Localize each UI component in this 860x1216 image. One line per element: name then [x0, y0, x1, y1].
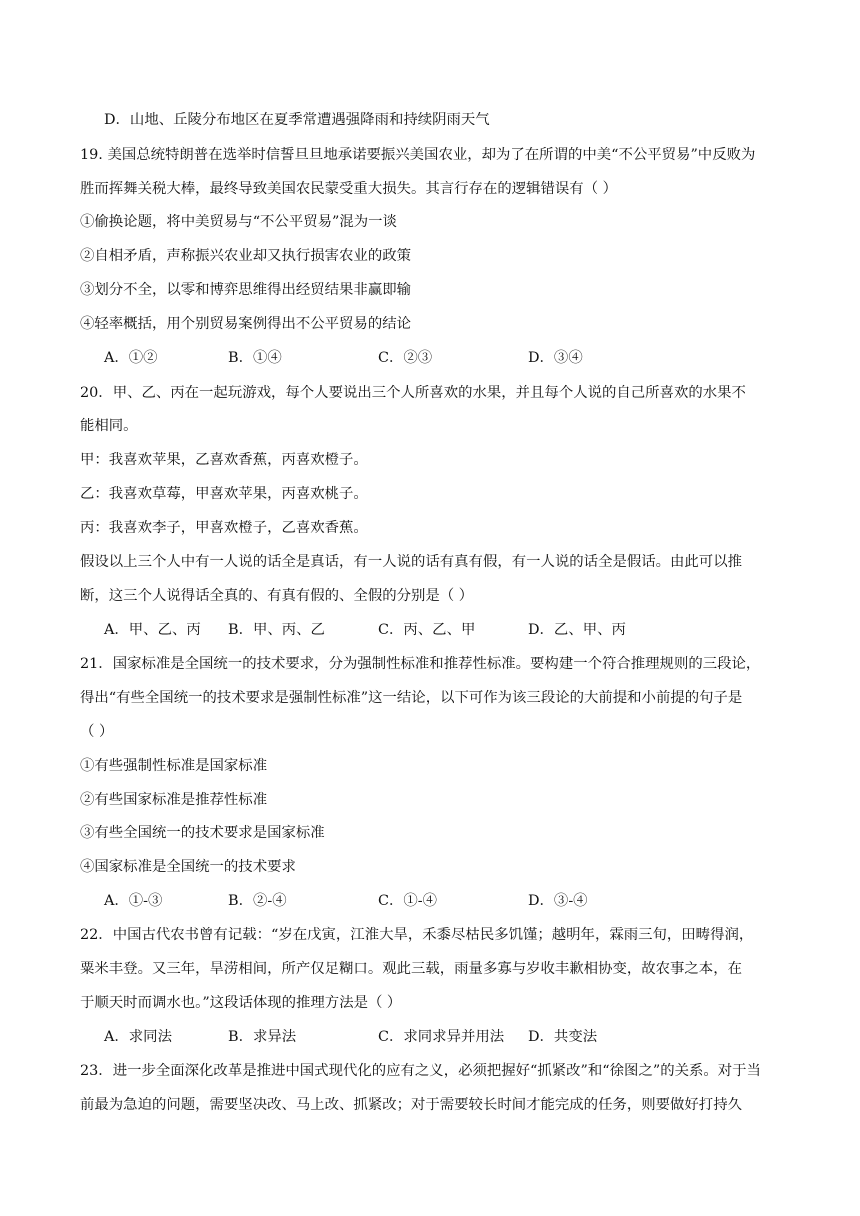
q22-stem-line-1: 22．中国古代农书曾有记载：“岁在戊寅，江淮大旱，禾黍尽枯民多饥馑；越明年，霖雨三旬，田畴得润， — [80, 927, 754, 943]
q21-item-1: ①有些强制性标准是国家标准 — [80, 758, 268, 774]
q20-stem-line-1: 20．甲、乙、丙在一起玩游戏，每个人要说出三个人所喜欢的水果，并且每个人说的自己所喜欢的水果不 — [80, 385, 746, 401]
q19-stem-line-2: 胜而挥舞关税大棒，最终导致美国农民蒙受重大损失。其言行存在的逻辑错误有（ ） — [80, 181, 618, 197]
q21-item-4: ④国家标准是全国统一的技术要求 — [80, 859, 296, 875]
q19-option-d[interactable]: D．③④ — [528, 350, 583, 366]
q20-stem-line-2: 能相同。 — [80, 418, 138, 434]
q20-statement-1: 甲：我喜欢苹果，乙喜欢香蕉，丙喜欢橙子。 — [80, 452, 368, 468]
q20-premise-line-2: 断，这三个人说得话全真的、有真有假的、全假的分别是（ ） — [80, 588, 474, 604]
q22-stem-line-3: 于顺天时而调水也。”这段话体现的推理方法是（ ） — [80, 995, 402, 1011]
q22-option-a[interactable]: A．求同法 — [104, 1029, 172, 1045]
q21-item-3: ③有些全国统一的技术要求是国家标准 — [80, 825, 325, 841]
q18-option-d: D．山地、丘陵分布地区在夏季常遭遇强降雨和持续阴雨天气 — [104, 112, 490, 128]
q20-option-a[interactable]: A．甲、乙、丙 — [104, 622, 201, 638]
q21-option-c[interactable]: C．①-④ — [378, 893, 438, 909]
q19-options — [104, 348, 784, 368]
q22-options — [104, 1027, 784, 1047]
q20-statement-2: 乙：我喜欢草莓，甲喜欢苹果，丙喜欢桃子。 — [80, 486, 368, 502]
q19-option-c[interactable]: C．②③ — [378, 350, 433, 366]
q21-option-d[interactable]: D．③-④ — [528, 893, 588, 909]
q19-item-4: ④轻率概括，用个别贸易案例得出不公平贸易的结论 — [80, 316, 411, 332]
q19-item-1: ①偷换论题，将中美贸易与“不公平贸易”混为一谈 — [80, 214, 397, 230]
q22-stem-line-2: 粟米丰登。又三年，旱涝相间，所产仅足糊口。观此三载，雨量多寡与岁收丰歉相协变，故农事之本，在 — [80, 961, 742, 977]
q19-item-3: ③划分不全，以零和博弈思维得出经贸结果非赢即输 — [80, 282, 411, 298]
q21-stem-line-1: 21．国家标准是全国统一的技术要求，分为强制性标准和推荐性标准。要构建一个符合推理规则的三段论， — [80, 656, 761, 672]
q20-option-d[interactable]: D．乙、甲、丙 — [528, 622, 626, 638]
q19-option-b[interactable]: B．①④ — [228, 350, 282, 366]
q19-stem-line-1: 19. 美国总统特朗普在选举时信誓旦旦地承诺要振兴美国农业，却为了在所谓的中美“不公平贸易”中反败为 — [80, 147, 756, 163]
q21-option-b[interactable]: B．②-④ — [228, 893, 287, 909]
q20-option-b[interactable]: B．甲、丙、乙 — [228, 622, 325, 638]
q23-stem-line-2: 前最为急迫的问题，需要坚决改、马上改、抓紧改；对于需要较长时间才能完成的任务，则要做好打持久 — [80, 1097, 742, 1113]
q22-option-b[interactable]: B．求异法 — [228, 1029, 297, 1045]
q19-item-2: ②自相矛盾，声称振兴农业却又执行损害农业的政策 — [80, 248, 411, 264]
q20-statement-3: 丙：我喜欢李子，甲喜欢橙子，乙喜欢香蕉。 — [80, 520, 368, 536]
q22-option-d[interactable]: D．共变法 — [528, 1029, 598, 1045]
q19-option-a[interactable]: A．①② — [104, 350, 158, 366]
q20-option-c[interactable]: C．丙、乙、甲 — [378, 622, 476, 638]
q21-options — [104, 891, 784, 911]
q20-options — [104, 620, 784, 640]
q22-option-c[interactable]: C．求同求异并用法 — [378, 1029, 505, 1045]
q20-premise-line-1: 假设以上三个人中有一人说的话全是真话，有一人说的话有真有假，有一人说的话全是假话。由此可以推 — [80, 554, 742, 570]
q21-stem-line-3: （ ） — [80, 724, 114, 740]
q21-item-2: ②有些国家标准是推荐性标准 — [80, 792, 268, 808]
q21-stem-line-2: 得出“有些全国统一的技术要求是强制性标准”这一结论，以下可作为该三段论的大前提和小前提的句子是 — [80, 690, 743, 706]
q23-stem-line-1: 23．进一步全面深化改革是推进中国式现代化的应有之义，必须把握好“抓紧改”和“徐图之”的关系。对于当 — [80, 1063, 761, 1079]
q21-option-a[interactable]: A．①-③ — [104, 893, 163, 909]
